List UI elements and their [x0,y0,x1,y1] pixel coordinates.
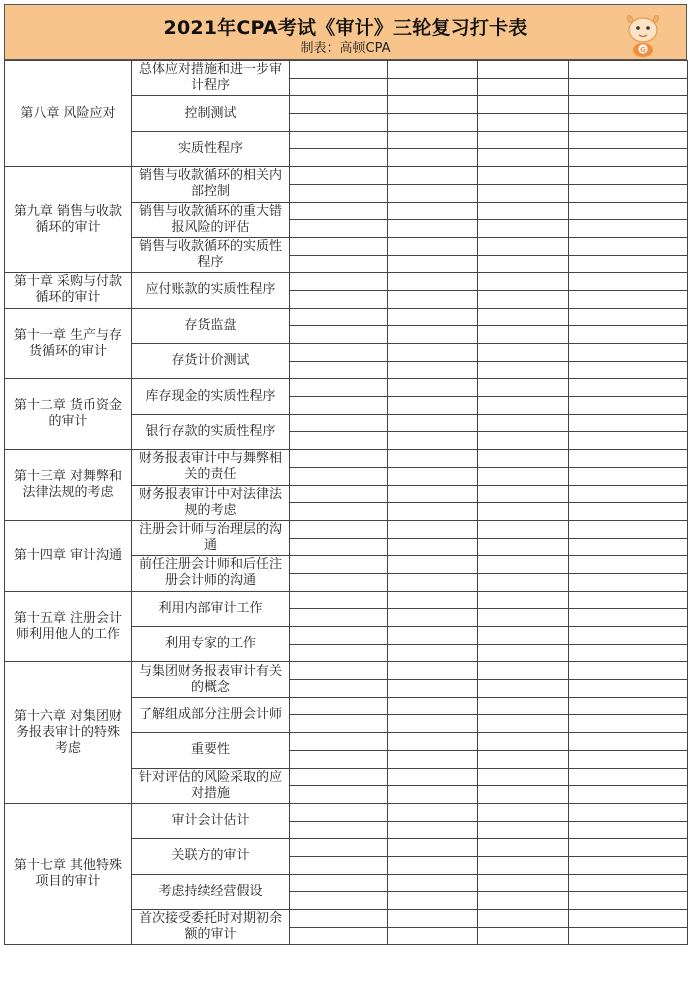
topic-cell: 重要性 [132,733,290,768]
checkin-cell[interactable] [388,910,478,928]
checkin-cell[interactable] [388,591,478,609]
checkin-cell[interactable] [388,450,478,468]
checkin-cell[interactable] [388,750,478,768]
checkin-cell[interactable] [569,308,688,326]
checkin-cell[interactable] [569,184,688,202]
checkin-cell[interactable] [569,856,688,874]
checkin-cell[interactable] [478,609,569,627]
checkin-cell[interactable] [478,114,569,132]
checkin-cell[interactable] [388,290,478,308]
table-row [5,662,688,680]
checkin-cell[interactable] [569,733,688,751]
checkin-cell[interactable] [290,856,388,874]
checkin-cell[interactable] [290,361,388,379]
checkin-cell[interactable] [290,308,388,326]
topic-cell: 存货监盘 [132,308,290,343]
checkin-cell[interactable] [478,131,569,149]
topic-cell: 财务报表审计中对法律法规的考虑 [132,485,290,520]
checkin-cell[interactable] [478,786,569,804]
checkin-cell[interactable] [478,856,569,874]
checkin-cell[interactable] [569,644,688,662]
checkin-cell[interactable] [290,697,388,715]
checkin-cell[interactable] [388,78,478,96]
checkin-cell[interactable] [290,96,388,114]
checkin-cell[interactable] [290,202,388,220]
checkin-cell[interactable] [290,78,388,96]
topic-cell: 银行存款的实质性程序 [132,414,290,449]
checkin-cell[interactable] [290,379,388,397]
table-row [5,591,688,609]
chapter-cell: 第九章 销售与收款循环的审计 [5,167,132,273]
checkin-cell[interactable] [388,344,478,362]
checkin-cell[interactable] [478,78,569,96]
checkin-cell[interactable] [290,927,388,945]
checkin-cell[interactable] [569,839,688,857]
checkin-cell[interactable] [478,397,569,415]
checkin-cell[interactable] [569,821,688,839]
checkin-cell[interactable] [478,556,569,574]
checkin-cell[interactable] [478,450,569,468]
checkin-cell[interactable] [478,326,569,344]
checkin-cell[interactable] [388,839,478,857]
checkin-cell[interactable] [388,644,478,662]
checkin-cell[interactable] [569,556,688,574]
checkin-cell[interactable] [290,750,388,768]
checkin-cell[interactable] [290,255,388,273]
topic-cell: 应付账款的实质性程序 [132,273,290,308]
checkin-cell[interactable] [569,326,688,344]
checkin-cell[interactable] [388,220,478,238]
checkin-cell[interactable] [569,397,688,415]
checkin-cell[interactable] [290,467,388,485]
table-row [5,167,688,185]
checkin-cell[interactable] [569,290,688,308]
checkin-cell[interactable] [569,61,688,79]
checkin-cell[interactable] [388,768,478,786]
topic-cell: 考虑持续经营假设 [132,874,290,909]
checkin-cell[interactable] [290,61,388,79]
checkin-cell[interactable] [388,397,478,415]
table-row [5,803,688,821]
checkin-cell[interactable] [569,538,688,556]
checkin-cell[interactable] [478,573,569,591]
topic-cell: 前任注册会计师和后任注册会计师的沟通 [132,556,290,591]
checkin-cell[interactable] [569,680,688,698]
chapter-cell: 第十六章 对集团财务报表审计的特殊考虑 [5,662,132,804]
checkin-cell[interactable] [388,414,478,432]
table-row [5,308,688,326]
checkin-cell[interactable] [478,821,569,839]
checkin-cell[interactable] [290,167,388,185]
checkin-cell[interactable] [290,397,388,415]
checkin-cell[interactable] [569,697,688,715]
topic-cell: 注册会计师与治理层的沟通 [132,520,290,555]
topic-cell: 控制测试 [132,96,290,131]
checkin-cell[interactable] [290,184,388,202]
checkin-cell[interactable] [388,273,478,291]
checkin-cell[interactable] [478,255,569,273]
topic-cell: 与集团财务报表审计有关的概念 [132,662,290,697]
checkin-cell[interactable] [478,290,569,308]
checkin-cell[interactable] [478,644,569,662]
chapter-cell: 第十一章 生产与存货循环的审计 [5,308,132,379]
chapter-cell: 第十五章 注册会计师利用他人的工作 [5,591,132,662]
checkin-cell[interactable] [569,715,688,733]
checkin-cell[interactable] [478,927,569,945]
checkin-cell[interactable] [388,697,478,715]
checkin-cell[interactable] [478,202,569,220]
checkin-cell[interactable] [290,910,388,928]
checkin-cell[interactable] [388,803,478,821]
checkin-cell[interactable] [290,715,388,733]
checkin-cell[interactable] [569,255,688,273]
checkin-cell[interactable] [290,573,388,591]
checkin-cell[interactable] [478,344,569,362]
checkin-cell[interactable] [388,485,478,503]
checkin-cell[interactable] [478,432,569,450]
checkin-cell[interactable] [388,503,478,521]
checkin-cell[interactable] [290,680,388,698]
checkin-cell[interactable] [478,520,569,538]
page-title: 2021年CPA考试《审计》三轮复习打卡表 [163,17,528,39]
checkin-cell[interactable] [290,803,388,821]
topic-cell: 销售与收款循环的重大错报风险的评估 [132,202,290,237]
checkin-cell[interactable] [569,237,688,255]
checkin-cell[interactable] [478,467,569,485]
chapter-cell: 第八章 风险应对 [5,61,132,167]
checkin-cell[interactable] [478,414,569,432]
checkin-cell[interactable] [478,697,569,715]
checkin-cell[interactable] [569,220,688,238]
checkin-cell[interactable] [388,432,478,450]
checkin-cell[interactable] [388,520,478,538]
checkin-cell[interactable] [388,786,478,804]
topic-cell: 总体应对措施和进一步审计程序 [132,61,290,96]
checkin-cell[interactable] [569,520,688,538]
checkin-cell[interactable] [569,662,688,680]
topic-cell: 利用专家的工作 [132,627,290,662]
checkin-cell[interactable] [478,680,569,698]
topic-cell: 针对评估的风险采取的应对措施 [132,768,290,803]
topic-cell: 存货计价测试 [132,344,290,379]
checkin-cell[interactable] [388,892,478,910]
chapter-cell: 第十七章 其他特殊项目的审计 [5,803,132,945]
table-row [5,61,688,79]
checkin-cell[interactable] [478,220,569,238]
checkin-cell[interactable] [290,520,388,538]
checkin-cell[interactable] [478,768,569,786]
checkin-cell[interactable] [388,61,478,79]
checkin-cell[interactable] [388,874,478,892]
checkin-cell[interactable] [290,450,388,468]
checkin-cell[interactable] [478,874,569,892]
checkin-cell[interactable] [290,556,388,574]
checkin-cell[interactable] [388,715,478,733]
checkin-cell[interactable] [388,627,478,645]
checkin-cell[interactable] [290,768,388,786]
checkin-cell[interactable] [290,733,388,751]
topic-cell: 库存现金的实质性程序 [132,379,290,414]
checkin-cell[interactable] [569,167,688,185]
checkin-cell[interactable] [569,450,688,468]
checkin-cell[interactable] [478,149,569,167]
checkin-cell[interactable] [569,750,688,768]
checkin-cell[interactable] [290,326,388,344]
checkin-cell[interactable] [569,573,688,591]
checkin-cell[interactable] [569,591,688,609]
checkin-cell[interactable] [290,220,388,238]
checkin-cell[interactable] [290,591,388,609]
checkin-cell[interactable] [388,149,478,167]
topic-cell: 销售与收款循环的相关内部控制 [132,167,290,202]
checkin-cell[interactable] [388,680,478,698]
checkin-cell[interactable] [388,733,478,751]
checkin-cell[interactable] [569,273,688,291]
checkin-cell[interactable] [569,78,688,96]
mascot-logo-icon [618,8,668,58]
checkin-cell[interactable] [478,379,569,397]
checkin-cell[interactable] [388,821,478,839]
checkin-cell[interactable] [388,573,478,591]
checkin-cell[interactable] [388,114,478,132]
checkin-cell[interactable] [290,432,388,450]
checkin-cell[interactable] [388,202,478,220]
page-subtitle: 制表：高顿CPA [300,41,391,56]
checkin-cell[interactable] [290,273,388,291]
checkin-cell[interactable] [388,255,478,273]
checkin-cell[interactable] [290,131,388,149]
checkin-cell[interactable] [569,910,688,928]
checkin-cell[interactable] [569,96,688,114]
chapter-cell: 第十四章 审计沟通 [5,520,132,591]
checkin-cell[interactable] [569,344,688,362]
checkin-cell[interactable] [388,131,478,149]
checkin-cell[interactable] [388,467,478,485]
checkin-cell[interactable] [569,414,688,432]
checkin-cell[interactable] [388,96,478,114]
checkin-cell[interactable] [388,308,478,326]
checkin-cell[interactable] [478,662,569,680]
topic-cell: 了解组成部分注册会计师 [132,697,290,732]
topic-cell: 利用内部审计工作 [132,591,290,626]
checkin-cell[interactable] [290,786,388,804]
chapter-cell: 第十三章 对舞弊和法律法规的考虑 [5,450,132,521]
checkin-cell[interactable] [478,591,569,609]
checkin-cell[interactable] [569,503,688,521]
checkin-cell[interactable] [569,927,688,945]
checkin-cell[interactable] [388,326,478,344]
checkin-cell[interactable] [478,892,569,910]
topic-cell: 销售与收款循环的实质性程序 [132,237,290,272]
svg-text:G: G [640,46,646,54]
checkin-cell[interactable] [290,503,388,521]
checkin-cell[interactable] [569,467,688,485]
checkin-cell[interactable] [388,662,478,680]
checkin-cell[interactable] [290,609,388,627]
checkin-cell[interactable] [478,538,569,556]
table-row [5,379,688,397]
checkin-cell[interactable] [290,290,388,308]
checkin-cell[interactable] [290,839,388,857]
topic-cell: 审计会计估计 [132,803,290,838]
checkin-cell[interactable] [290,644,388,662]
topic-cell: 实质性程序 [132,131,290,166]
checkin-cell[interactable] [569,149,688,167]
checkin-cell[interactable] [290,149,388,167]
checkin-cell[interactable] [569,432,688,450]
checkin-cell[interactable] [569,803,688,821]
checkin-cell[interactable] [569,874,688,892]
checkin-cell[interactable] [290,892,388,910]
checkin-cell[interactable] [478,361,569,379]
checkin-cell[interactable] [388,538,478,556]
checkin-cell[interactable] [478,61,569,79]
checkin-cell[interactable] [478,503,569,521]
checkin-cell[interactable] [478,750,569,768]
chapter-cell: 第十二章 货币资金的审计 [5,379,132,450]
topic-cell: 首次接受委托时对期初余额的审计 [132,910,290,945]
checkin-cell[interactable] [290,627,388,645]
checkin-cell[interactable] [569,114,688,132]
checkin-cell[interactable] [569,485,688,503]
checkin-cell[interactable] [569,131,688,149]
topic-cell: 财务报表审计中与舞弊相关的责任 [132,450,290,485]
checkin-cell[interactable] [388,237,478,255]
checkin-cell[interactable] [290,821,388,839]
table-row [5,450,688,468]
checkin-cell[interactable] [290,538,388,556]
table-row [5,520,688,538]
checkin-cell[interactable] [290,485,388,503]
checkin-cell[interactable] [478,627,569,645]
checkin-cell[interactable] [388,361,478,379]
checkin-cell[interactable] [569,202,688,220]
checkin-cell[interactable] [478,308,569,326]
checkin-cell[interactable] [290,874,388,892]
topic-cell: 关联方的审计 [132,839,290,874]
checkin-table [4,60,688,945]
checkin-cell[interactable] [290,414,388,432]
checkin-cell[interactable] [290,114,388,132]
table-row [5,273,688,291]
checkin-cell[interactable] [388,167,478,185]
checkin-cell[interactable] [569,768,688,786]
checkin-cell[interactable] [290,344,388,362]
checkin-cell[interactable] [478,715,569,733]
checkin-cell[interactable] [478,803,569,821]
checkin-cell[interactable] [478,237,569,255]
checkin-cell[interactable] [569,786,688,804]
checkin-cell[interactable] [478,839,569,857]
checkin-cell[interactable] [478,167,569,185]
checkin-cell[interactable] [478,96,569,114]
checkin-cell[interactable] [388,856,478,874]
checkin-cell[interactable] [478,733,569,751]
checkin-cell[interactable] [569,361,688,379]
checkin-cell[interactable] [388,556,478,574]
checkin-cell[interactable] [388,379,478,397]
checkin-cell[interactable] [388,609,478,627]
checkin-cell[interactable] [478,910,569,928]
checkin-cell[interactable] [569,379,688,397]
checkin-cell[interactable] [478,184,569,202]
checkin-cell[interactable] [478,273,569,291]
checkin-cell[interactable] [569,627,688,645]
checkin-cell[interactable] [290,662,388,680]
checkin-cell[interactable] [388,184,478,202]
checkin-cell[interactable] [569,609,688,627]
chapter-cell: 第十章 采购与付款循环的审计 [5,273,132,308]
checkin-cell[interactable] [388,927,478,945]
header-banner [4,4,687,60]
checkin-cell[interactable] [478,485,569,503]
checkin-cell[interactable] [569,892,688,910]
checkin-cell[interactable] [290,237,388,255]
